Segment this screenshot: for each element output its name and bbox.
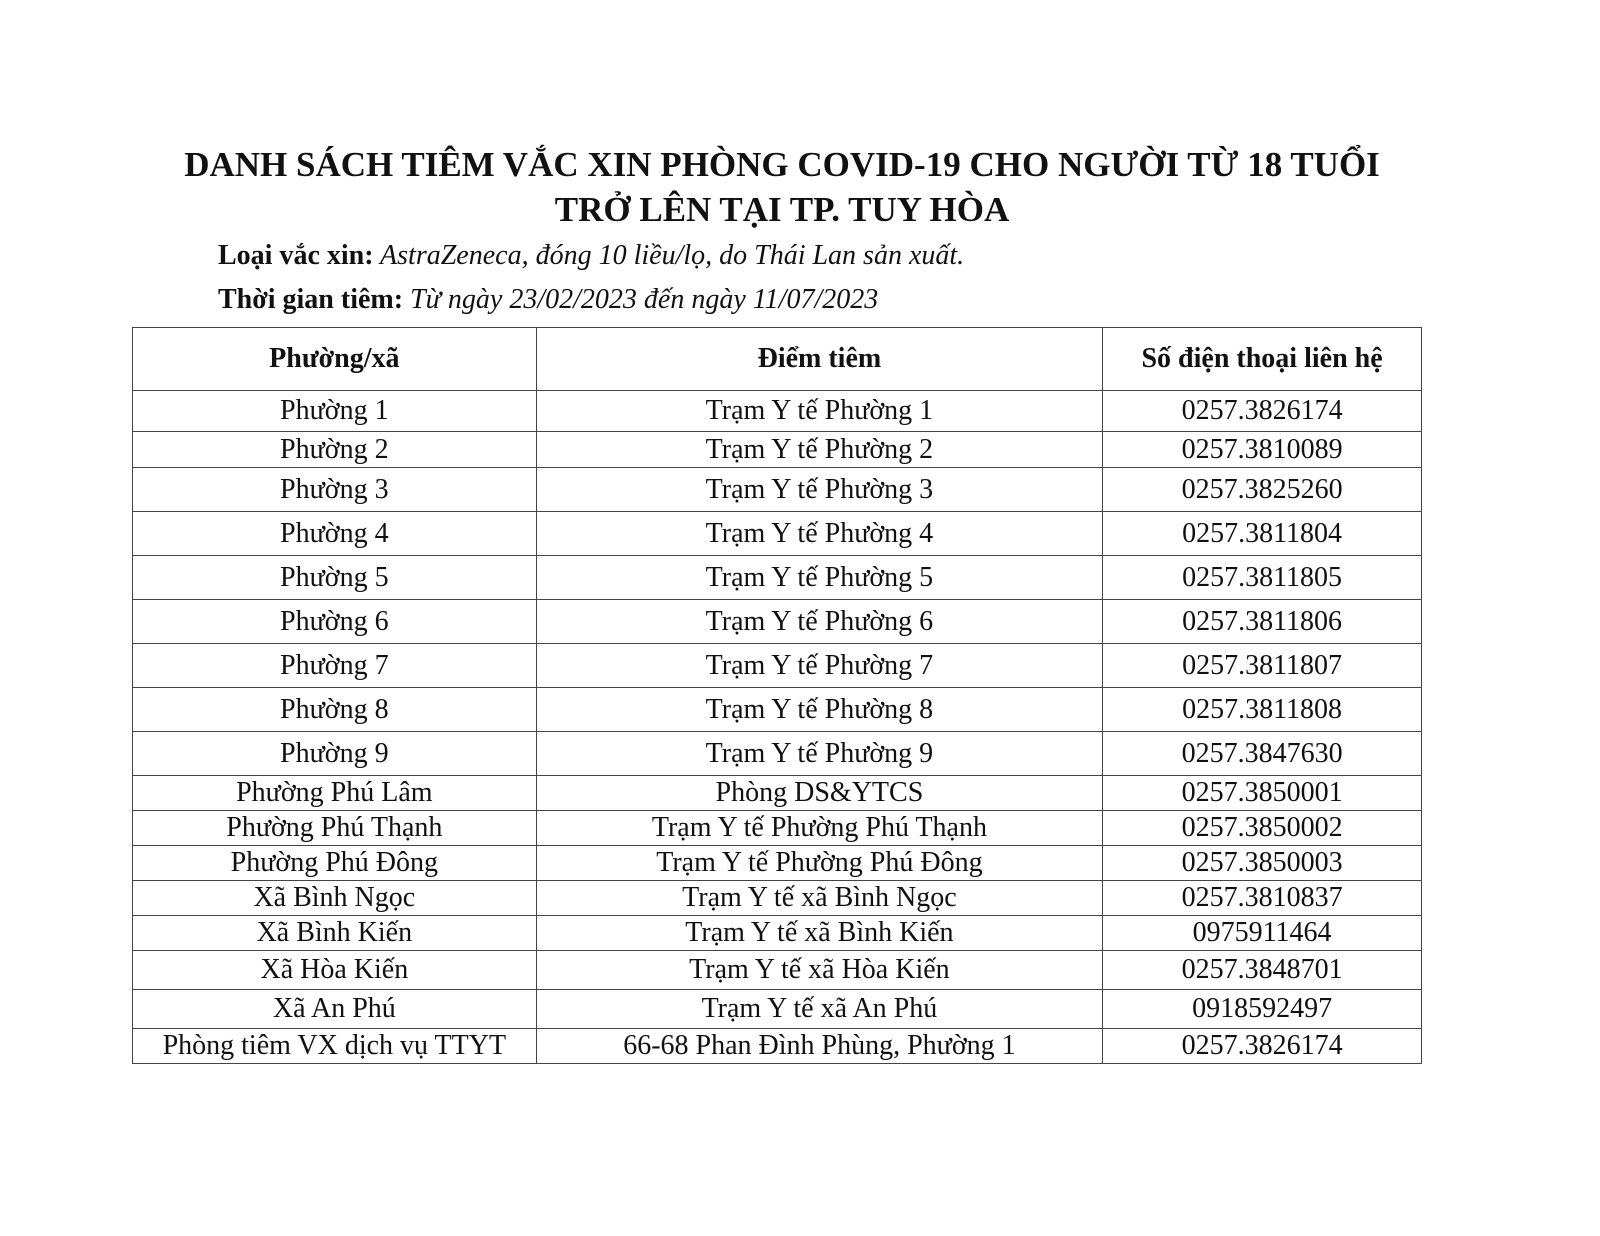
ward-cell: Phường 3 (133, 468, 537, 512)
phone-cell: 0257.3811804 (1103, 512, 1422, 556)
vaccination-time-label: Thời gian tiêm: (218, 284, 404, 315)
ward-cell: Phường Phú Thạnh (133, 811, 537, 846)
document-title-line-2: TRỞ LÊN TẠI TP. TUY HÒA (554, 190, 1010, 229)
ward-cell: Xã An Phú (133, 990, 537, 1029)
ward-cell: Xã Bình Kiến (133, 916, 537, 951)
table-row (133, 951, 1422, 990)
table-row (133, 600, 1422, 644)
table-row (133, 776, 1422, 811)
ward-cell: Phường 5 (133, 556, 537, 600)
site-cell: Trạm Y tế Phường 8 (536, 688, 1102, 732)
phone-cell: 0257.3825260 (1103, 468, 1422, 512)
ward-cell: Phường 1 (133, 391, 537, 432)
table-row (133, 512, 1422, 556)
table-header-row (133, 328, 1422, 391)
site-cell: Trạm Y tế xã Bình Kiến (536, 916, 1102, 951)
ward-cell: Phường 2 (133, 432, 537, 468)
phone-cell: 0257.3850002 (1103, 811, 1422, 846)
phone-cell: 0257.3826174 (1103, 391, 1422, 432)
phone-cell: 0918592497 (1103, 990, 1422, 1029)
vaccination-sites-table (132, 327, 1422, 1064)
table-row (133, 732, 1422, 776)
ward-cell: Phường 9 (133, 732, 537, 776)
site-cell: Trạm Y tế Phường 7 (536, 644, 1102, 688)
header-phone: Số điện thoại liên hệ (1103, 328, 1422, 391)
phone-cell: 0257.3811805 (1103, 556, 1422, 600)
phone-cell: 0257.3850003 (1103, 846, 1422, 881)
header-site: Điểm tiêm (536, 328, 1102, 391)
table-row (133, 990, 1422, 1029)
site-cell: Trạm Y tế xã Bình Ngọc (536, 881, 1102, 916)
phone-cell: 0257.3826174 (1103, 1029, 1422, 1064)
vaccine-type-label: Loại vắc xin: (218, 240, 374, 271)
site-cell: Trạm Y tế Phường Phú Đông (536, 846, 1102, 881)
table-row (133, 644, 1422, 688)
phone-cell: 0975911464 (1103, 916, 1422, 951)
site-cell: Trạm Y tế xã An Phú (536, 990, 1102, 1029)
table-row (133, 391, 1422, 432)
site-cell: Trạm Y tế Phường 3 (536, 468, 1102, 512)
phone-cell: 0257.3811806 (1103, 600, 1422, 644)
phone-cell: 0257.3811808 (1103, 688, 1422, 732)
table-row (133, 688, 1422, 732)
vaccine-type-value: AstraZeneca, đóng 10 liều/lọ, do Thái Lan sản xuất. (373, 240, 965, 271)
header-ward: Phường/xã (133, 328, 537, 391)
vaccination-time-line (218, 284, 878, 316)
ward-cell: Phường Phú Đông (133, 846, 537, 881)
phone-cell: 0257.3850001 (1103, 776, 1422, 811)
site-cell: Trạm Y tế xã Hòa Kiến (536, 951, 1102, 990)
vaccination-time-value: Từ ngày 23/02/2023 đến ngày 11/07/2023 (403, 284, 879, 315)
table-row (133, 556, 1422, 600)
site-cell: Trạm Y tế Phường 1 (536, 391, 1102, 432)
ward-cell: Phường 8 (133, 688, 537, 732)
table-row (133, 846, 1422, 881)
ward-cell: Xã Hòa Kiến (133, 951, 537, 990)
ward-cell: Phường Phú Lâm (133, 776, 537, 811)
site-cell: Trạm Y tế Phường 9 (536, 732, 1102, 776)
ward-cell: Phường 7 (133, 644, 537, 688)
document-title-line-1: DANH SÁCH TIÊM VẮC XIN PHÒNG COVID-19 CHO NGƯỜI TỪ 18 TUỔI (184, 145, 1380, 184)
site-cell: Trạm Y tế Phường 2 (536, 432, 1102, 468)
table-row (133, 432, 1422, 468)
site-cell: 66-68 Phan Đình Phùng, Phường 1 (536, 1029, 1102, 1064)
phone-cell: 0257.3811807 (1103, 644, 1422, 688)
site-cell: Trạm Y tế Phường 6 (536, 600, 1102, 644)
site-cell: Trạm Y tế Phường 4 (536, 512, 1102, 556)
table-row (133, 881, 1422, 916)
table-row (133, 1029, 1422, 1064)
ward-cell: Xã Bình Ngọc (133, 881, 537, 916)
ward-cell: Phường 6 (133, 600, 537, 644)
phone-cell: 0257.3848701 (1103, 951, 1422, 990)
phone-cell: 0257.3810089 (1103, 432, 1422, 468)
table-row (133, 468, 1422, 512)
site-cell: Trạm Y tế Phường 5 (536, 556, 1102, 600)
table-row (133, 811, 1422, 846)
site-cell: Trạm Y tế Phường Phú Thạnh (536, 811, 1102, 846)
phone-cell: 0257.3847630 (1103, 732, 1422, 776)
ward-cell: Phường 4 (133, 512, 537, 556)
phone-cell: 0257.3810837 (1103, 881, 1422, 916)
vaccine-type-line (218, 240, 964, 272)
ward-cell: Phòng tiêm VX dịch vụ TTYT (133, 1029, 537, 1064)
table-row (133, 916, 1422, 951)
site-cell: Phòng DS&YTCS (536, 776, 1102, 811)
